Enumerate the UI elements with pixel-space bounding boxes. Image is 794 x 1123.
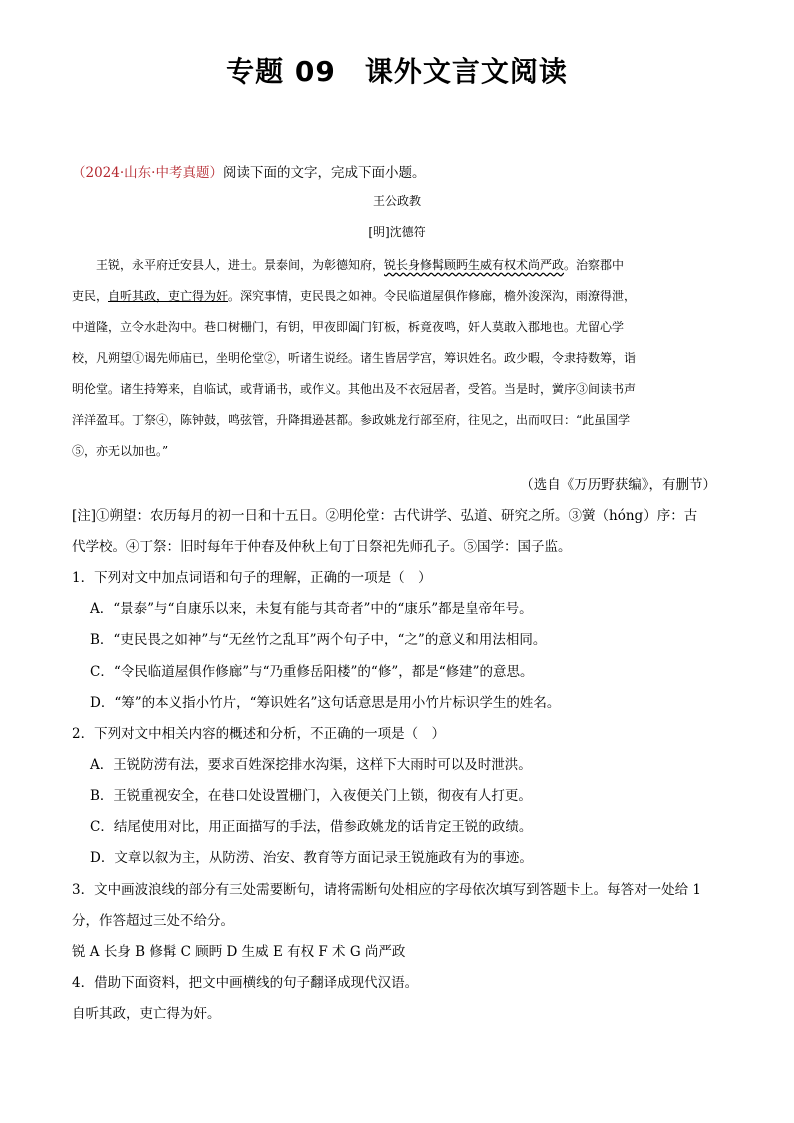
page-title: 专题 09 课外文言文阅读: [226, 55, 568, 88]
passage-title: 王公政教: [372, 194, 421, 208]
question-2-stem: 2．下列对文中相关内容的概述和分析，不正确的一项是（ ）: [72, 726, 446, 742]
source-note: （选自《万历野获编》，有删节）: [520, 477, 716, 493]
question-3-stem-line-1: 3．文中画波浪线的部分有三处需要断句，请将需断句处相应的字母依次填写到答题卡上。每答对一处给 1: [72, 882, 701, 898]
question-2-option-c: C．结尾使用对比，用正面描写的手法，借参政姚龙的话肯定王锐的政绩。: [90, 819, 533, 835]
passage-line-5: 明伦堂。诸生持筹来，自临试，或背诵书，或作义。其他出及不衣冠居者，受笞。当是时，黉序③间读书声: [72, 382, 637, 396]
intro-source: （2024·山东·中考真题）: [72, 165, 223, 181]
question-2-option-a: A．王锐防涝有法，要求百姓深挖排水沟渠，这样下大雨时可以及时泄洪。: [90, 757, 532, 773]
question-3-stem-line-2: 分，作答超过三处不给分。: [72, 913, 234, 929]
passage-line-3: 中道隆，立令水赴沟中。巷口树栅门，有钥，甲夜即阖门钉板，柝竟夜鸣，奸人莫敢入郡地也。尤留心学: [72, 320, 625, 334]
question-1-option-a: A．“景泰”与“自康乐以来，未复有能与其奇者”中的“康乐”都是皇帝年号。: [90, 601, 533, 617]
passage-line-2: 吏民，自听其政，吏亡得为奸。深究事情，吏民畏之如神。令民临道屋俱作修廊，檐外浚深沟，雨潦得泄，: [72, 289, 637, 303]
intro-text: 阅读下面的文字，完成下面小题。: [222, 165, 426, 181]
note-line-1: [注]①朔望：农历每月的初一日和十五日。②明伦堂：古代讲学、弘道、研究之所。③黉（hóng）序：古: [72, 508, 698, 524]
intro-line: [72, 161, 425, 181]
passage-line-6: 洋洋盈耳。丁祭④，陈钟鼓，鸣弦管，升降揖逊甚都。参政姚龙行部至府，往见之，出而叹曰：“此虽国学: [72, 413, 631, 427]
question-1-stem: 1．下列对文中加点词语和句子的理解，正确的一项是（ ）: [72, 570, 432, 586]
question-2-option-b: B．王锐重视安全，在巷口处设置栅门，入夜便关门上锁，彻夜有人打更。: [90, 788, 532, 804]
question-2-option-d: D．文章以叙为主，从防涝、治安、教育等方面记录王锐施政有为的事迹。: [90, 850, 533, 866]
question-1-option-b: B．“吏民畏之如神”与“无丝竹之乱耳”两个句子中，“之”的意义和用法相同。: [90, 632, 547, 648]
underlined-sentence: 自听其政，吏亡得为奸: [108, 289, 229, 303]
question-3-sentence: 锐 A 长身 B 修髯 C 顾眄 D 生威 E 有权 F 术 G 尚严政: [72, 944, 406, 960]
passage-author: [明]沈德符: [368, 225, 426, 239]
passage-line-1: 王锐，永平府迁安县人，进士。景泰间，为彰德知府，锐长身修髯顾眄生威有权术尚严政。治察郡中: [72, 258, 625, 272]
question-4-sentence: 自听其政，吏亡得为奸。: [72, 1006, 221, 1022]
passage-line-4: 校，凡朔望①谒先师庙已，坐明伦堂②，听诸生说经。诸生皆居学宫，筹识姓名。政少暇，令隶持数筹，诣: [72, 351, 637, 365]
question-1-option-c: C．“令民临道屋俱作修廊”与“乃重修岳阳楼”的“修”，都是“修建”的意思。: [90, 664, 534, 680]
wavy-underlined-sentence: 锐长身修髯顾眄生威有权术尚严政: [384, 258, 565, 272]
passage-line-7: ⑤，亦无以加也。”: [72, 444, 169, 458]
question-1-option-d: D．“筹”的本义指小竹片，“筹识姓名”这句话意思是用小竹片标识学生的姓名。: [90, 695, 561, 711]
question-4-stem: 4．借助下面资料，把文中画横线的句子翻译成现代汉语。: [72, 975, 419, 991]
note-line-2: 代学校。④丁祭：旧时每年于仲春及仲秋上旬丁日祭祀先师孔子。⑤国学：国子监。: [72, 539, 572, 555]
